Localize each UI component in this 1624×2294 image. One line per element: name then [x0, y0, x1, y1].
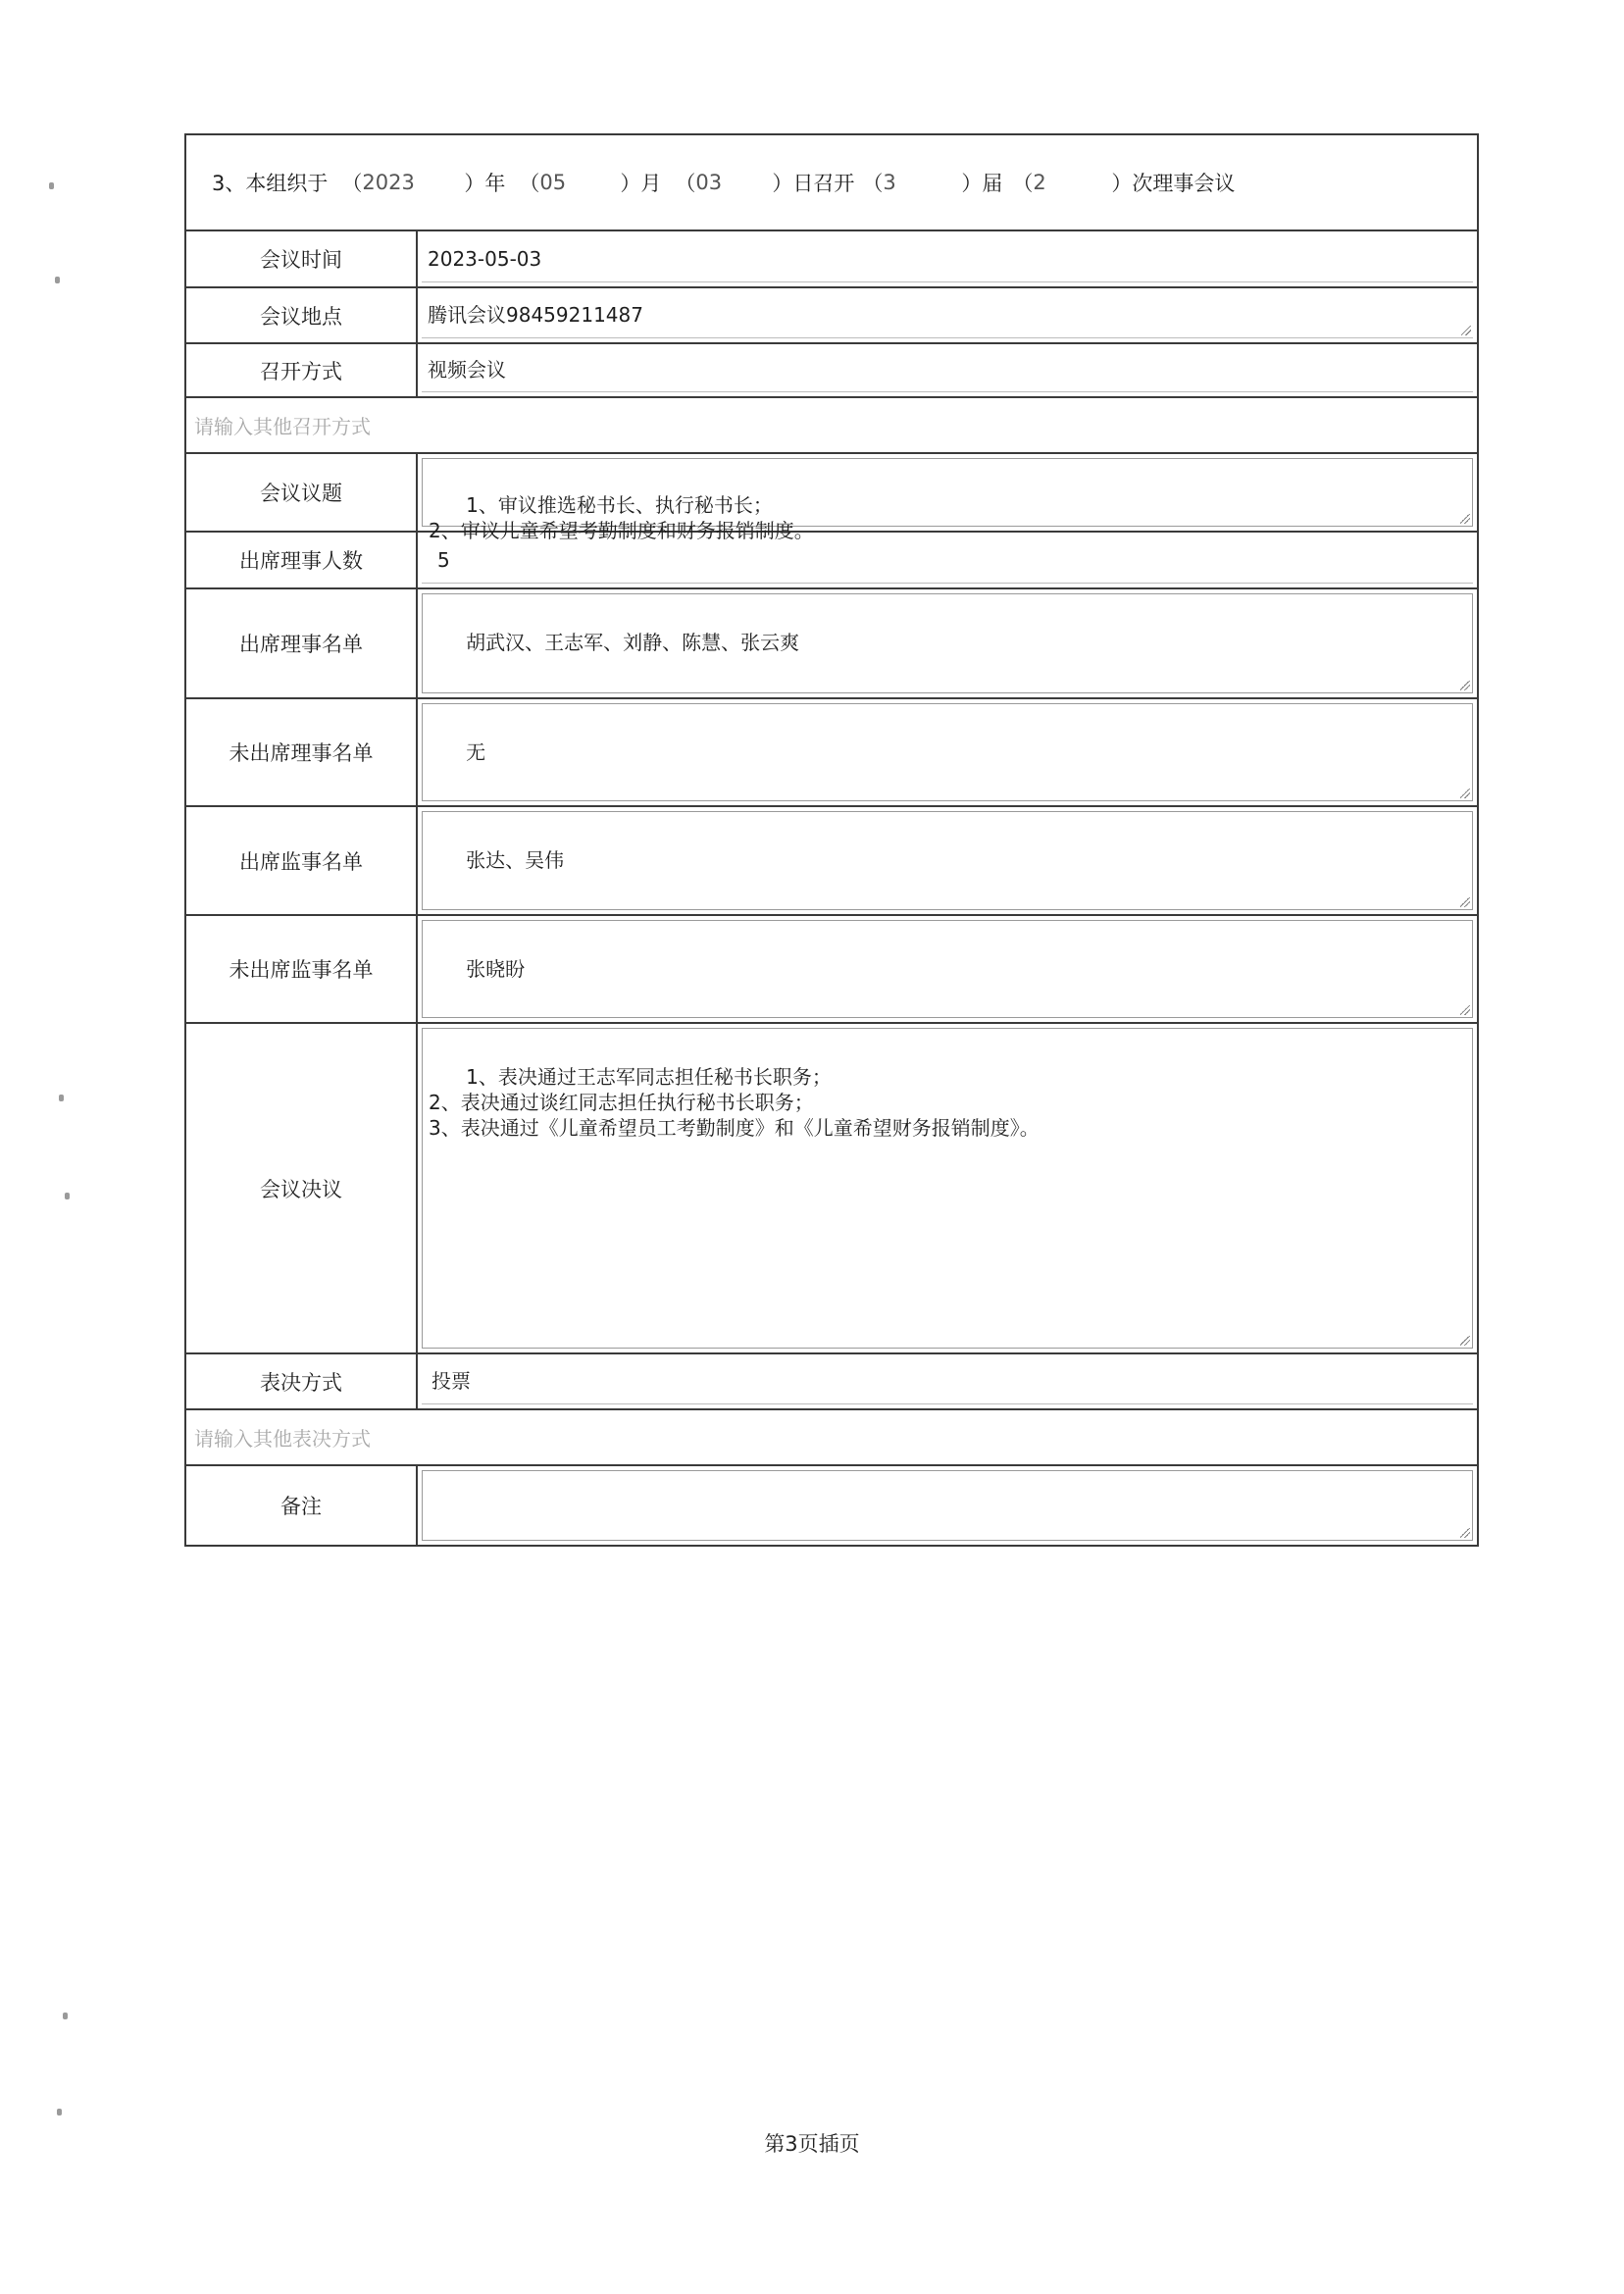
- session-suffix: ）届: [961, 172, 1003, 195]
- supervisor-attend-value: 张达、吴伟: [466, 848, 565, 872]
- month-suffix: ）月: [620, 172, 662, 195]
- row-resolution: [186, 1024, 1477, 1354]
- resize-handle-icon[interactable]: [1460, 789, 1470, 798]
- absent-list-label: 未出席理事名单: [186, 699, 418, 805]
- attend-count-label: 出席理事人数: [186, 533, 418, 587]
- paren: （: [862, 172, 884, 195]
- vote-method-label: 表决方式: [186, 1354, 418, 1408]
- row-vote-method: [186, 1354, 1477, 1410]
- absent-list-textarea[interactable]: [422, 703, 1473, 801]
- meeting-form: [184, 133, 1479, 1547]
- absent-list-value: 无: [466, 740, 486, 764]
- meeting-location-input[interactable]: [422, 292, 1473, 338]
- year-suffix: ）年: [464, 172, 506, 195]
- row-meeting-location: [186, 288, 1477, 344]
- supervisor-absent-label: 未出席监事名单: [186, 916, 418, 1022]
- row-meeting-method: [186, 344, 1477, 398]
- resize-handle-icon[interactable]: [1460, 897, 1470, 907]
- resize-handle-icon[interactable]: [1461, 326, 1471, 335]
- header-prefix: 3、本组织于: [212, 172, 329, 195]
- remarks-textarea[interactable]: [422, 1470, 1473, 1541]
- month-field[interactable]: 05: [539, 171, 567, 194]
- attend-list-label: 出席理事名单: [186, 589, 418, 697]
- attend-list-textarea[interactable]: [422, 593, 1473, 693]
- meeting-method-label: 召开方式: [186, 344, 418, 396]
- form-header: [186, 135, 1477, 231]
- row-attend-list: [186, 589, 1477, 699]
- attend-count-input[interactable]: 5: [422, 536, 1473, 584]
- meeting-method-select[interactable]: 视频会议: [422, 348, 1473, 392]
- remarks-label: 备注: [186, 1466, 418, 1545]
- resize-handle-icon[interactable]: [1460, 681, 1470, 690]
- meeting-number-field[interactable]: 2: [1033, 171, 1046, 194]
- attend-list-value: 胡武汉、王志军、刘静、陈慧、张云爽: [466, 631, 800, 654]
- supervisor-absent-value: 张晓盼: [466, 957, 526, 981]
- day-suffix: ）日召开: [772, 172, 855, 195]
- meeting-time-label: 会议时间: [186, 231, 418, 286]
- paren: （: [341, 172, 363, 195]
- resolution-value: 1、表决通过王志军同志担任秘书长职务； 2、表决通过谈红同志担任执行秘书长职务； 3、表决通过《儿童希望员工考勤制度》和《儿童希望财务报销制度》。: [429, 1065, 1040, 1140]
- resolution-textarea[interactable]: [422, 1028, 1473, 1349]
- meeting-location-label: 会议地点: [186, 288, 418, 342]
- resize-handle-icon[interactable]: [1460, 1528, 1470, 1538]
- row-absent-list: [186, 699, 1477, 807]
- resize-handle-icon[interactable]: [1460, 514, 1470, 524]
- row-vote-other: [186, 1410, 1477, 1466]
- paren: （: [1012, 172, 1034, 195]
- row-supervisor-attend: [186, 807, 1477, 916]
- meeting-topics-textarea[interactable]: [422, 458, 1473, 542]
- meeting-topics-value: 1、审议推选秘书长、执行秘书长； 2、审议儿童希望考勤制度和财务报销制度。: [429, 493, 814, 542]
- supervisor-attend-textarea[interactable]: [422, 811, 1473, 910]
- supervisor-absent-textarea[interactable]: [422, 920, 1473, 1018]
- resolution-label: 会议决议: [186, 1024, 418, 1352]
- row-attend-count: [186, 533, 1477, 589]
- resize-handle-icon[interactable]: [1460, 1005, 1470, 1015]
- meeting-location-value: 腾讯会议98459211487: [428, 303, 643, 327]
- row-method-other: [186, 398, 1477, 454]
- year-field[interactable]: 2023: [362, 171, 415, 194]
- row-meeting-topics: [186, 454, 1477, 542]
- meeting-number-suffix: ）次理事会议: [1111, 172, 1236, 195]
- meeting-topics-label: 会议议题: [186, 454, 418, 531]
- supervisor-attend-label: 出席监事名单: [186, 807, 418, 914]
- row-supervisor-absent: [186, 916, 1477, 1024]
- paren: （: [675, 172, 696, 195]
- page-footer: 第3页插页: [764, 2132, 860, 2156]
- row-meeting-time: [186, 231, 1477, 288]
- vote-method-select[interactable]: 投票: [422, 1358, 1473, 1404]
- vote-other-input[interactable]: 请输入其他表决方式: [194, 1427, 371, 1451]
- day-field[interactable]: 03: [695, 171, 723, 194]
- resize-handle-icon[interactable]: [1460, 1336, 1470, 1346]
- paren: （: [519, 172, 540, 195]
- meeting-time-input[interactable]: 2023-05-03: [422, 235, 1473, 282]
- session-field[interactable]: 3: [883, 171, 896, 194]
- method-other-input[interactable]: 请输入其他召开方式: [194, 415, 371, 438]
- row-remarks: [186, 1466, 1477, 1545]
